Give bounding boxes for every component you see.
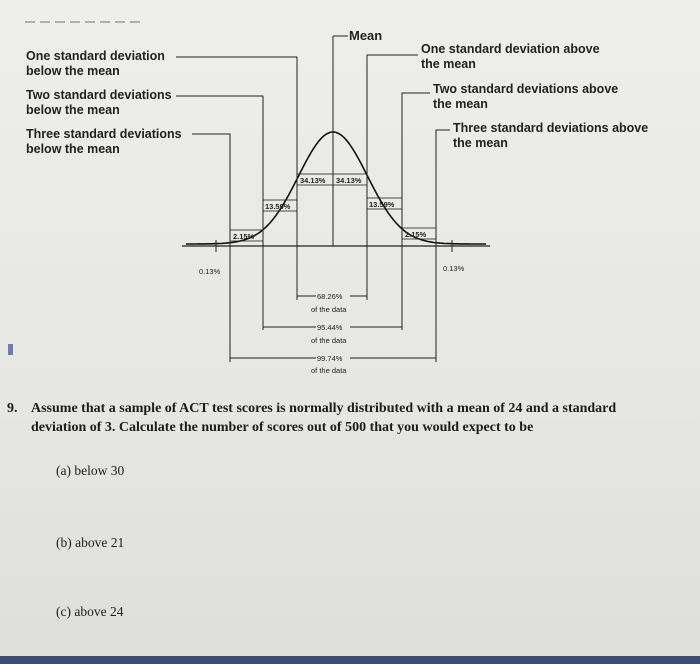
plus-one-sd-line bbox=[367, 55, 418, 300]
minus-two-sd-line bbox=[176, 96, 263, 330]
pct-far-right: 2.15% bbox=[405, 230, 427, 239]
part-a: (a) below 30 bbox=[56, 463, 125, 478]
pct-center-right: 34.13% bbox=[336, 176, 362, 185]
label-two-sd-above: Two standard deviations above the mean bbox=[433, 82, 619, 111]
span-2-caption: of the data bbox=[311, 336, 347, 345]
span-3-percent: 99.74% bbox=[317, 354, 343, 363]
plus-two-sd-line bbox=[402, 93, 430, 330]
question-line-2: deviation of 3. Calculate the number of scores out of 500 that you would expect to be bbox=[31, 420, 534, 435]
pct-mid-left: 13.59% bbox=[265, 202, 291, 211]
part-b: (b) above 21 bbox=[56, 535, 125, 550]
label-two-sd-below: Two standard deviations below the mean bbox=[26, 88, 172, 117]
pct-far-left: 2.15% bbox=[233, 232, 255, 241]
pct-tail-left: 0.13% bbox=[199, 267, 221, 276]
margin-marker bbox=[8, 344, 13, 355]
span-2-percent: 95.44% bbox=[317, 323, 343, 332]
label-three-sd-below: Three standard deviations below the mean bbox=[26, 127, 182, 156]
span-1-caption: of the data bbox=[311, 305, 347, 314]
pct-center-left: 34.13% bbox=[300, 176, 326, 185]
span-1-percent: 68.26% bbox=[317, 292, 343, 301]
question-line-1: Assume that a sample of ACT test scores is normally distributed with a mean of 24 and a standard bbox=[31, 401, 617, 416]
question-number: 9. bbox=[7, 401, 18, 416]
pct-mid-right: 13.59% bbox=[369, 200, 395, 209]
minus-three-sd-line bbox=[192, 134, 230, 362]
bell-curve bbox=[186, 132, 486, 244]
span-3-caption: of the data bbox=[311, 366, 347, 375]
bottom-edge-bar bbox=[0, 656, 700, 664]
part-c: (c) above 24 bbox=[56, 604, 124, 619]
label-one-sd-above: One standard deviation above the mean bbox=[421, 42, 600, 71]
mean-label: Mean bbox=[349, 28, 383, 43]
label-one-sd-below: One standard deviation below the mean bbox=[26, 49, 165, 78]
label-three-sd-above: Three standard deviations above the mean bbox=[453, 121, 649, 150]
minus-one-sd-line bbox=[176, 57, 297, 300]
pct-tail-right: 0.13% bbox=[443, 264, 465, 273]
